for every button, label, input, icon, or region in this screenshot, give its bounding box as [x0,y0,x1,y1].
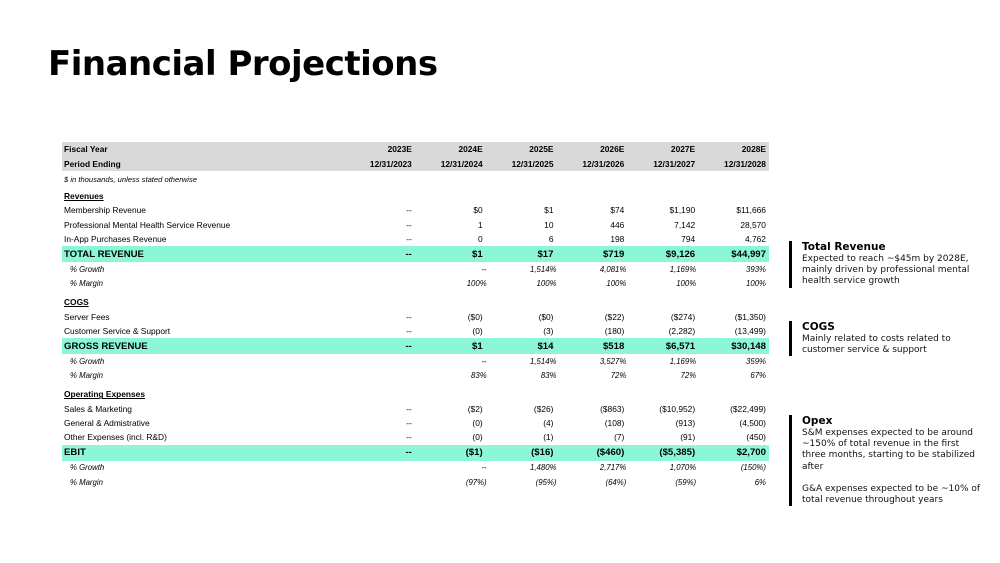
table-row [62,324,769,338]
row-label: Fiscal Year [64,144,108,155]
note-text: Expected to reach ~$45m by 2028E, mainly driven by professional mental health service growth [802,254,970,287]
value-cell: -- [406,234,412,245]
value-cell: -- [406,326,412,337]
value-cell: $14 [537,340,554,352]
value-cell: 67% [750,371,766,381]
ebit-row [62,445,769,461]
row-label: Period Ending [64,158,121,169]
value-cell: (913) [675,418,696,429]
value-cell: 1,480% [530,463,557,473]
page-title: Financial Projections [48,44,438,84]
row-label: In-App Purchases Revenue [64,234,167,245]
note-text: S&M expenses expected to be around ~150% of total revenue in the first three months, starting to be stabilized after G&A expenses expected to be ~10% of total revenue throughout years [802,428,981,506]
value-cell: (7) [614,432,625,443]
value-cell: 28,570 [740,219,766,230]
value-cell: 1,070% [669,463,697,473]
row-label: Customer Service & Support [64,326,171,337]
value-cell: -- [481,356,487,366]
value-cell: 83% [471,371,487,381]
value-cell: (95%) [535,477,557,487]
note-title: Total Revenue [802,241,886,253]
row-label: Sales & Marketing [64,403,132,414]
value-cell: -- [406,205,412,216]
value-cell: $6,571 [665,340,696,352]
date-cell: 12/31/2027 [653,158,696,169]
year-cell: 2025E [529,144,554,155]
row-label: Other Expenses (incl. R&D) [64,432,167,443]
value-cell: ($26) [533,403,554,414]
section-heading-opex [62,387,769,401]
value-cell: (0) [472,326,483,337]
value-cell: $1 [471,340,483,352]
table-row [62,430,769,444]
table-row [62,218,769,232]
date-cell: 12/31/2023 [369,158,412,169]
units-note-row [62,171,769,189]
value-cell: $719 [602,248,625,260]
table-row [62,416,769,430]
value-cell: $74 [610,205,625,216]
value-cell: $17 [537,248,554,260]
total-revenue-row [62,246,769,262]
value-cell: (0) [472,432,483,443]
value-cell: 1,514% [530,356,557,366]
value-cell: ($863) [600,403,625,414]
table-row [62,401,769,415]
row-label: GROSS REVENUE [64,340,148,352]
value-cell: 72% [680,371,697,381]
row-label: TOTAL REVENUE [64,248,144,260]
value-cell: 100% [536,279,557,289]
value-cell: $44,997 [731,248,766,260]
row-label: % Growth [70,463,105,473]
growth-row [62,262,769,276]
value-cell: (150%) [740,463,766,473]
value-cell: 100% [466,279,487,289]
section-heading-revenues [62,189,769,203]
value-cell: ($10,952) [659,403,696,414]
value-cell: ($1) [465,447,483,459]
value-cell: 4,081% [599,265,627,275]
value-cell: $11,666 [736,205,766,216]
value-cell: -- [406,403,412,414]
value-cell: ($5,385) [659,447,696,459]
value-cell: (4) [543,418,554,429]
note-cogs [789,321,982,356]
value-cell: 100% [606,279,627,289]
row-label: % Margin [70,371,103,381]
units-note: $ in thousands, unless stated otherwise [64,175,197,185]
value-cell: (4,500) [739,418,766,429]
value-cell: 1,514% [530,265,557,275]
value-cell: -- [406,432,412,443]
value-cell: (13,499) [734,326,766,337]
value-cell: -- [481,265,487,275]
section-heading-cogs [62,295,769,309]
date-cell: 12/31/2025 [511,158,554,169]
gross-revenue-row [62,338,769,354]
value-cell: (2,282) [668,326,696,337]
period-ending-row [62,156,769,170]
table-row [62,232,769,246]
value-cell: ($2) [467,403,483,414]
value-cell: (1) [543,432,554,443]
value-cell: ($460) [596,447,625,459]
value-cell: 794 [681,234,696,245]
value-cell: 1,169% [669,356,697,366]
value-cell: (0) [472,418,483,429]
margin-row [62,369,769,383]
value-cell: ($22) [604,311,625,322]
value-cell: 83% [540,371,557,381]
table-row [62,203,769,217]
value-cell: (108) [604,418,625,429]
value-cell: 100% [746,279,766,289]
row-label: Server Fees [64,311,110,322]
value-cell: $1 [544,205,554,216]
value-cell: 6% [754,477,766,487]
growth-row [62,461,769,475]
value-cell: 359% [746,356,766,366]
value-cell: $30,148 [731,340,766,352]
value-cell: 72% [610,371,627,381]
row-label: % Growth [70,356,105,366]
date-cell: 12/31/2024 [440,158,483,169]
row-label: Membership Revenue [64,205,146,216]
value-cell: -- [481,463,487,473]
value-cell: ($0) [538,311,554,322]
section-heading: Operating Expenses [64,389,145,400]
value-cell: -- [406,311,412,322]
date-cell: 12/31/2028 [724,158,766,169]
note-title: COGS [802,321,835,333]
value-cell: $2,700 [736,447,766,459]
year-cell: 2028E [741,144,766,155]
value-cell: (91) [680,432,696,443]
value-cell: (97%) [465,477,487,487]
value-cell: 100% [676,279,697,289]
value-cell: -- [406,418,412,429]
value-cell: ($0) [467,311,483,322]
value-cell: 2,717% [599,463,627,473]
row-label: EBIT [64,447,86,459]
note-text: Mainly related to costs related to customer service & support [802,334,951,356]
value-cell: $1 [471,248,483,260]
value-cell: 1 [477,219,483,230]
value-cell: ($274) [670,311,696,322]
note-total-revenue [789,241,982,288]
value-cell: -- [405,447,412,459]
value-cell: 6 [548,234,554,245]
value-cell: 446 [610,219,625,230]
value-cell: (3) [543,326,554,337]
value-cell: (64%) [605,477,627,487]
value-cell: 7,142 [674,219,696,230]
note-opex [789,415,982,506]
value-cell: (180) [604,326,625,337]
financial-table [62,142,769,489]
value-cell: 1,169% [669,265,697,275]
year-cell: 2026E [600,144,625,155]
value-cell: $9,126 [665,248,696,260]
value-cell: 0 [477,234,483,245]
row-label: % Margin [70,477,103,487]
value-cell: 393% [746,265,766,275]
date-cell: 12/31/2026 [582,158,625,169]
value-cell: 3,527% [599,356,627,366]
year-cell: 2027E [670,144,696,155]
value-cell: -- [406,219,412,230]
value-cell: ($16) [531,447,554,459]
value-cell: $518 [602,340,625,352]
value-cell: -- [405,340,412,352]
fiscal-year-row [62,142,769,156]
margin-row [62,475,769,489]
margin-row [62,277,769,291]
value-cell: ($1,350) [734,311,766,322]
year-cell: 2024E [458,144,483,155]
year-cell: 2023E [387,144,412,155]
value-cell: (59%) [675,477,697,487]
growth-row [62,354,769,368]
value-cell: -- [405,248,412,260]
value-cell: ($22,499) [730,403,766,414]
row-label: Professional Mental Health Service Revenue [64,219,231,230]
row-label: General & Admistrative [64,418,150,429]
row-label: % Margin [70,279,103,289]
value-cell: 4,762 [745,234,766,245]
section-heading: COGS [64,297,89,308]
value-cell: 10 [544,219,554,230]
note-title: Opex [802,415,833,427]
row-label: % Growth [70,265,105,275]
value-cell: (450) [746,432,766,443]
section-heading: Revenues [64,190,104,201]
value-cell: 198 [610,234,625,245]
value-cell: $0 [473,205,483,216]
value-cell: $1,190 [669,205,696,216]
table-row [62,310,769,324]
